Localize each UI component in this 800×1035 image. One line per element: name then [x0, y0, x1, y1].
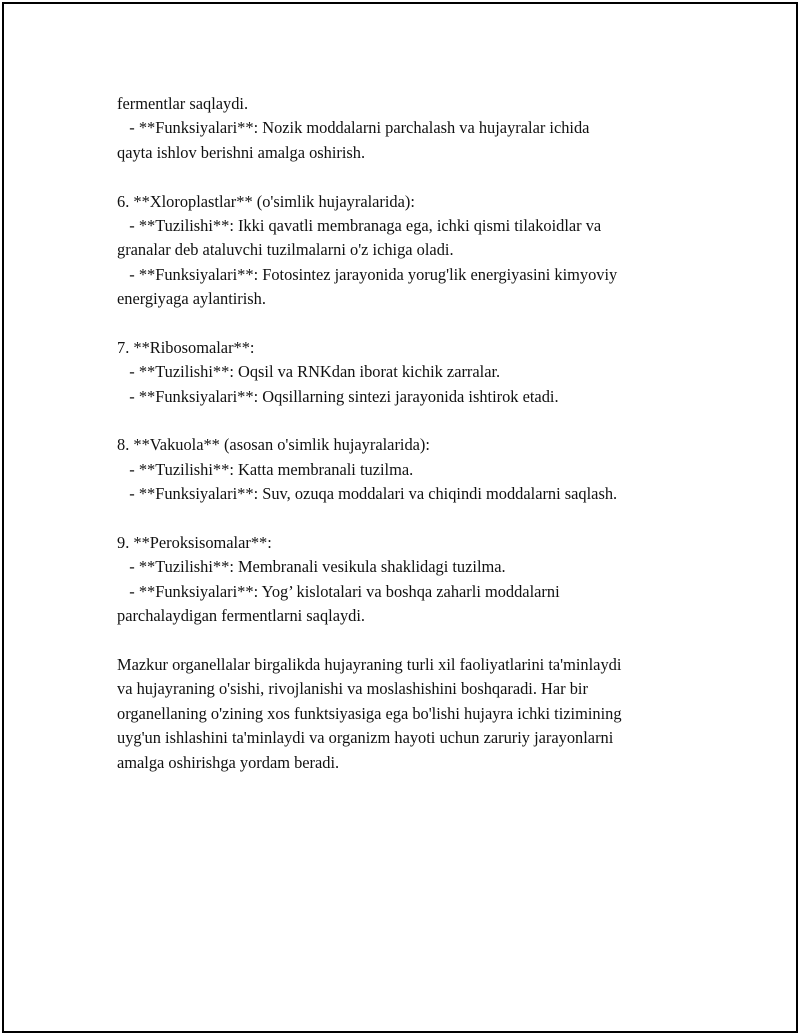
text-line: - **Funksiyalari**: Nozik moddalarni parchalash va hujayralar ichida — [117, 118, 590, 138]
text-line: 9. **Peroksisomalar**: — [117, 533, 272, 553]
paragraph-gap — [117, 629, 717, 653]
paragraph-peroxisomes — [117, 531, 717, 629]
paragraph-gap — [117, 409, 717, 433]
paragraph-lysosome-end — [117, 92, 717, 165]
text-line: va hujayraning o'sishi, rivojlanishi va moslashishini boshqaradi. Har bir — [117, 679, 588, 699]
text-line: fermentlar saqlaydi. — [117, 94, 249, 113]
paragraph-conclusion — [117, 653, 717, 775]
text-line: parchalaydigan fermentlarni saqlaydi. — [117, 606, 366, 626]
text-line: - **Funksiyalari**: Fotosintez jarayonida yorug'lik energiyasini kimyoviy — [117, 264, 618, 284]
text-line: 7. **Ribosomalar**: — [117, 337, 255, 357]
paragraph-gap — [117, 165, 717, 189]
paragraph-gap — [117, 507, 717, 531]
paragraph-chloroplasts — [117, 190, 717, 312]
text-line: amalga oshirishga yordam beradi. — [117, 752, 340, 772]
text-line: energiyaga aylantirish. — [117, 289, 266, 309]
text-line: granalar deb ataluvchi tuzilmalarni o'z ichiga oladi. — [117, 240, 454, 260]
document-body — [117, 92, 717, 775]
text-line: 8. **Vakuola** (asosan o'simlik hujayralarida): — [117, 435, 430, 455]
text-line: - **Tuzilishi**: Oqsil va RNKdan iborat kichik zarralar. — [117, 362, 501, 382]
text-line: Mazkur organellalar birgalikda hujayraning turli xil faoliyatlarini ta'minlaydi — [117, 654, 622, 674]
text-line: - **Funksiyalari**: Suv, ozuqa moddalari va chiqindi moddalarni saqlash. — [117, 484, 618, 504]
text-line: organellaning o'zining xos funktsiyasiga ega bo'lishi hujayra ichki tizimining — [117, 703, 622, 723]
text-line: - **Tuzilishi**: Katta membranali tuzilma. — [117, 459, 414, 479]
paragraph-gap — [117, 312, 717, 336]
text-line: - **Tuzilishi**: Ikki qavatli membranaga ega, ichki qismi tilakoidlar va — [117, 215, 602, 235]
text-line: - **Tuzilishi**: Membranali vesikula shaklidagi tuzilma. — [117, 557, 506, 577]
text-line: 6. **Xloroplastlar** (o'simlik hujayralarida): — [117, 191, 415, 211]
paragraph-ribosomes — [117, 336, 717, 409]
text-line: - **Funksiyalari**: Oqsillarning sintezi jarayonida ishtirok etadi. — [117, 386, 559, 406]
text-line: - **Funksiyalari**: Yog’ kislotalari va boshqa zaharli moddalarni — [117, 581, 560, 601]
text-line: uyg'un ishlashini ta'minlaydi va organizm hayoti uchun zaruriy jarayonlarni — [117, 728, 614, 748]
text-line: qayta ishlov berishni amalga oshirish. — [117, 142, 366, 162]
paragraph-vacuole — [117, 433, 717, 506]
